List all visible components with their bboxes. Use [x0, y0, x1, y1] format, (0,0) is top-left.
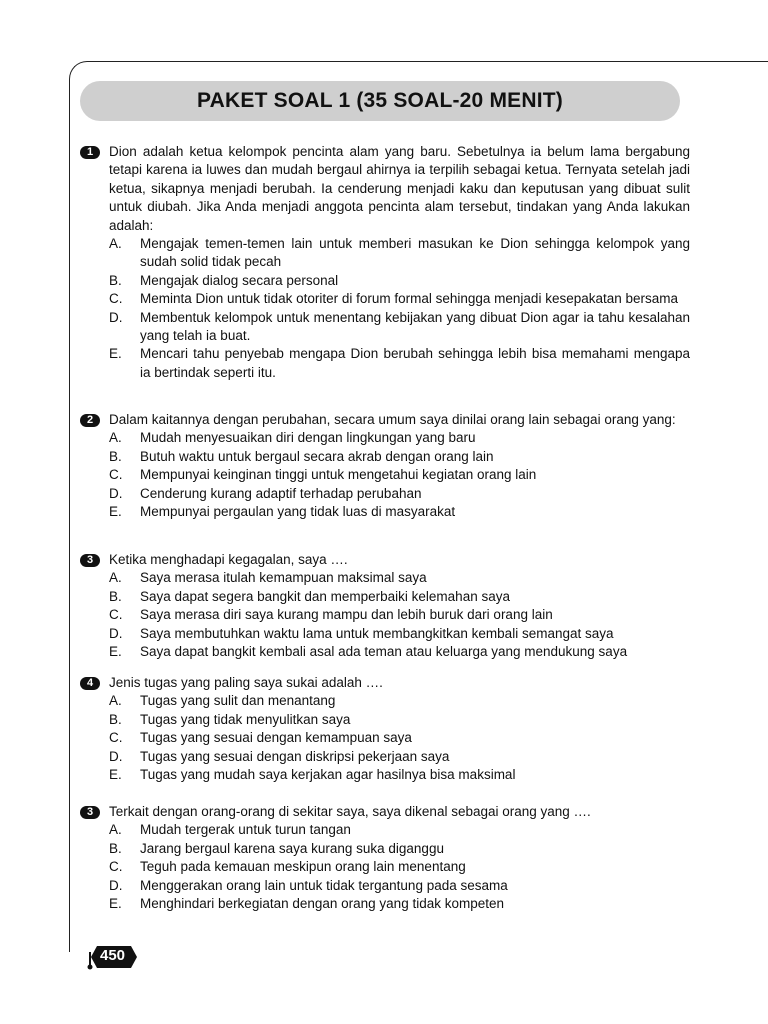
- option-letter: E.: [109, 504, 122, 520]
- option-e: [80, 503, 690, 521]
- option-text: Mencari tahu penyebab mengapa Dion berubah sehingga lebih bisa memahami mengapa ia bertindak seperti itu.: [140, 346, 690, 380]
- option-letter: B.: [109, 711, 122, 727]
- option-d: [80, 485, 690, 503]
- option-text: Mengajak dialog secara personal: [140, 272, 339, 288]
- option-a: [80, 429, 690, 447]
- option-text: Saya dapat segera bangkit dan memperbaiki kelemahan saya: [140, 588, 510, 604]
- option-a: [80, 692, 690, 710]
- option-d: [80, 625, 690, 643]
- option-text: Saya dapat bangkit kembali asal ada teman atau keluarga yang mendukung saya: [140, 644, 628, 660]
- question-5-stem: [80, 803, 690, 821]
- option-b: [80, 448, 690, 466]
- option-text: Jarang bergaul karena saya kurang suka diganggu: [140, 840, 444, 856]
- question-1: [80, 143, 690, 382]
- question-number-badge: 2: [80, 414, 100, 427]
- option-letter: A.: [109, 430, 122, 446]
- option-e: [80, 643, 690, 661]
- option-letter: D.: [109, 748, 123, 764]
- page-number-badge: [87, 943, 139, 971]
- option-b: [80, 588, 690, 606]
- option-text: Membentuk kelompok untuk menentang kebijakan yang dibuat Dion agar ia tahu kesalahan yang telah ia buat.: [140, 309, 690, 344]
- option-b: [80, 272, 690, 290]
- option-text: Menggerakan orang lain untuk tidak tergantung pada sesama: [140, 877, 508, 893]
- option-e: [80, 895, 690, 913]
- question-number-badge: 4: [80, 677, 100, 690]
- option-letter: B.: [109, 272, 122, 288]
- option-letter: C.: [109, 607, 123, 623]
- option-d: [80, 748, 690, 766]
- option-letter: E.: [109, 644, 122, 660]
- option-text: Butuh waktu untuk bergaul secara akrab dengan orang lain: [140, 448, 494, 464]
- option-a: [80, 569, 690, 587]
- option-a: [80, 235, 690, 272]
- option-letter: B.: [109, 588, 122, 604]
- question-5: [80, 803, 690, 913]
- option-letter: A.: [109, 822, 122, 838]
- question-1-stem: [80, 143, 690, 235]
- question-number-badge: 1: [80, 146, 100, 159]
- option-text: Mudah tergerak untuk turun tangan: [140, 822, 351, 838]
- page-number: 450: [100, 947, 126, 964]
- option-text: Saya merasa itulah kemampuan maksimal saya: [140, 570, 427, 586]
- question-text: Terkait dengan orang-orang di sekitar saya, saya dikenal sebagai orang yang ….: [109, 804, 591, 819]
- question-4-stem: [80, 674, 690, 692]
- question-number-badge: 3: [80, 806, 100, 819]
- option-text: Mempunyai pergaulan yang tidak luas di masyarakat: [140, 504, 456, 520]
- option-text: Teguh pada kemauan meskipun orang lain menentang: [140, 859, 466, 875]
- question-text: Dalam kaitannya dengan perubahan, secara umum saya dinilai orang lain sebagai orang yang:: [109, 412, 676, 427]
- option-text: Mengajak temen-temen lain untuk memberi masukan ke Dion sehingga kelompok yang sudah solid tidak pecah: [140, 236, 690, 270]
- option-c: [80, 858, 690, 876]
- option-letter: D.: [109, 309, 123, 325]
- title-banner: [80, 81, 680, 121]
- option-text: Tugas yang sulit dan menantang: [140, 693, 336, 709]
- option-c: [80, 729, 690, 747]
- option-text: Saya membutuhkan waktu lama untuk membangkitkan kembali semangat saya: [140, 625, 614, 641]
- option-text: Tugas yang sesuai dengan diskripsi pekerjaan saya: [140, 748, 450, 764]
- question-3: [80, 551, 690, 661]
- option-letter: C.: [109, 859, 123, 875]
- option-letter: A.: [109, 693, 122, 709]
- option-d: [80, 309, 690, 346]
- option-text: Tugas yang tidak menyulitkan saya: [140, 711, 351, 727]
- option-b: [80, 840, 690, 858]
- option-letter: B.: [109, 448, 122, 464]
- option-b: [80, 711, 690, 729]
- option-text: Menghindari berkegiatan dengan orang yang tidak kompeten: [140, 896, 505, 912]
- option-letter: A.: [109, 570, 122, 586]
- option-letter: E.: [109, 896, 122, 912]
- question-2-stem: [80, 411, 690, 429]
- option-c: [80, 466, 690, 484]
- question-text: Jenis tugas yang paling saya sukai adalah ….: [109, 675, 383, 690]
- option-text: Saya merasa diri saya kurang mampu dan lebih buruk dari orang lain: [140, 607, 553, 623]
- page-title: PAKET SOAL 1 (35 SOAL-20 MENIT): [197, 89, 563, 112]
- option-letter: A.: [109, 236, 122, 252]
- option-a: [80, 821, 690, 839]
- option-text: Tugas yang mudah saya kerjakan agar hasilnya bisa maksimal: [140, 767, 516, 783]
- option-letter: C.: [109, 467, 123, 483]
- question-number-badge: 3: [80, 554, 100, 567]
- option-c: [80, 290, 690, 308]
- option-letter: E.: [109, 767, 122, 783]
- question-text: Ketika menghadapi kegagalan, saya ….: [109, 552, 348, 567]
- option-letter: C.: [109, 730, 123, 746]
- option-e: [80, 766, 690, 784]
- option-letter: C.: [109, 291, 123, 307]
- option-c: [80, 606, 690, 624]
- option-text: Tugas yang sesuai dengan kemampuan saya: [140, 730, 412, 746]
- option-letter: D.: [109, 625, 123, 641]
- option-text: Cenderung kurang adaptif terhadap perubahan: [140, 485, 422, 501]
- option-letter: D.: [109, 877, 123, 893]
- question-text: Dion adalah ketua kelompok pencinta alam yang baru. Sebetulnya ia belum lama bergabung tetapi karena ia luwes dan mudah bergaul ahirnya ia terpilih sebagai ketua. Ternyata setelah jadi ketua, sikapnya menjadi berubah. Ia cenderung menjadi kaku dan keputusan yang dibuat sulit untuk diubah. Jika Anda menjadi anggota pencinta alam tersebut, tindakan yang Anda lakukan adalah:: [109, 144, 690, 233]
- option-letter: E.: [109, 346, 122, 362]
- option-text: Mudah menyesuaikan diri dengan lingkungan yang baru: [140, 430, 476, 446]
- option-text: Meminta Dion untuk tidak otoriter di forum formal sehingga menjadi kesepakatan bersama: [140, 291, 679, 307]
- option-e: [80, 345, 690, 382]
- option-text: Mempunyai keinginan tinggi untuk mengetahui kegiatan orang lain: [140, 467, 537, 483]
- option-d: [80, 877, 690, 895]
- option-letter: B.: [109, 840, 122, 856]
- question-2: [80, 411, 690, 521]
- option-letter: D.: [109, 485, 123, 501]
- question-3-stem: [80, 551, 690, 569]
- question-4: [80, 674, 690, 784]
